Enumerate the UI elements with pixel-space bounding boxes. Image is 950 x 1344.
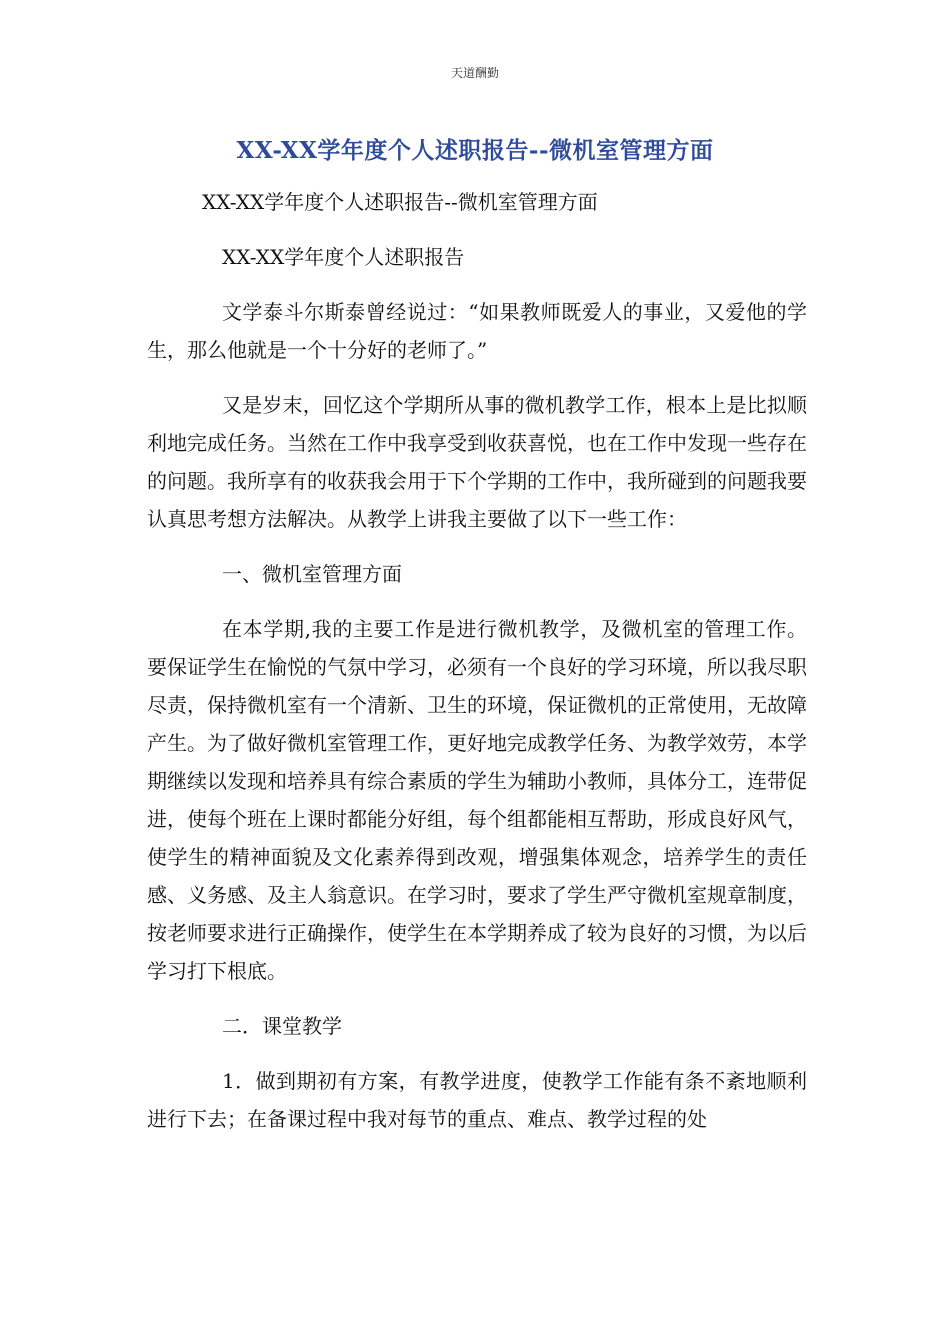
section-heading-1: 一、微机室管理方面	[222, 562, 402, 586]
page-header: 天道酬勤	[450, 66, 499, 80]
document-subtitle: XX-XX学年度个人述职报告--微机室管理方面	[202, 190, 598, 214]
paragraph-intro: 又是岁末，回忆这个学期所从事的微机教学工作，根本上是比拟顺利地完成任务。当然在工作中我享受到收获喜悦，也在工作中发现一些存在的问题。我所享有的收获我会用于下个学期的工作中，我所碰到的问题我要认真思考想方法解决。从教学上讲我主要做了以下一些工作：	[147, 393, 807, 531]
document-body	[147, 183, 807, 1155]
section-heading-2: 二．课堂教学	[222, 1014, 342, 1038]
report-heading: XX-XX学年度个人述职报告	[222, 245, 465, 269]
paragraph-lab-management: 在本学期,我的主要工作是进行微机教学，及微机室的管理工作。要保证学生在愉悦的气氛中学习，必须有一个良好的学习环境，所以我尽职尽责，保持微机室有一个清新、卫生的环境，保证微机的正常使用，无故障产生。为了做好微机室管理工作，更好地完成教学任务、为教学效劳，本学期继续以发现和培养具有综合素质的学生为辅助小教师，具体分工，连带促进，使每个班在上课时都能分好组，每个组都能相互帮助，形成良好风气，使学生的精神面貌及文化素养得到改观，增强集体观念，培养学生的责任感、义务感、及主人翁意识。在学习时，要求了学生严守微机室规章制度，按老师要求进行正确操作，使学生在本学期养成了较为良好的习惯，为以后学习打下根底。	[147, 617, 807, 983]
paragraph-teaching-plan: 1．做到期初有方案，有教学进度，使教学工作能有条不紊地顺利进行下去；在备课过程中我对每节的重点、难点、教学过程的处	[147, 1069, 807, 1131]
document-title: XX-XX学年度个人述职报告--微机室管理方面	[236, 137, 714, 164]
paragraph-quote: 文学泰斗尔斯泰曾经说过：“如果教师既爱人的事业，又爱他的学生，那么他就是一个十分好的老师了。”	[147, 300, 807, 362]
